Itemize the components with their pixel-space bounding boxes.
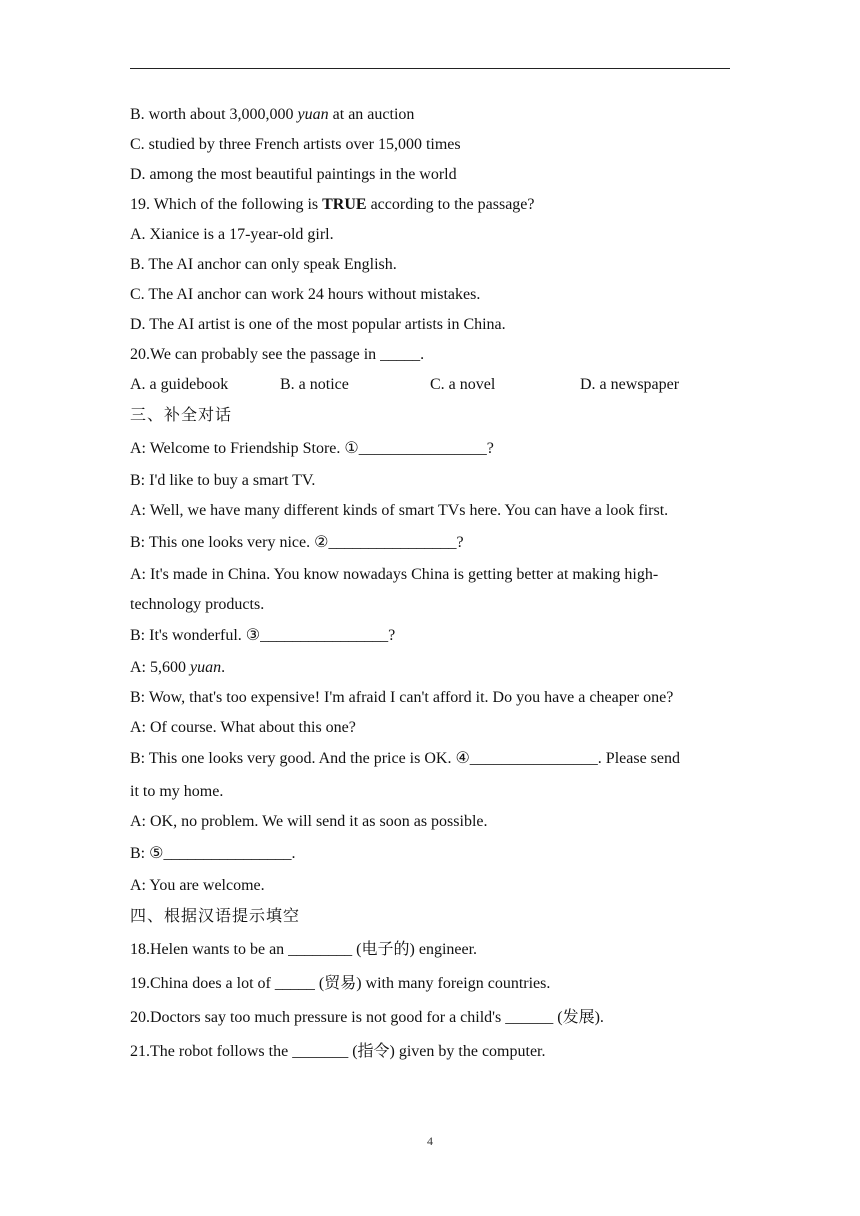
- q20-option-b: B. a notice: [280, 376, 349, 393]
- dialog-line-10b: it to my home.: [130, 783, 224, 800]
- dialog-line-3: A: Well, we have many different kinds of smart TVs here. You can have a look first.: [130, 502, 669, 519]
- fill-q20: 20.Doctors say too much pressure is not good for a child's ______ (发展).: [130, 1009, 604, 1026]
- page-number: 4: [427, 1134, 433, 1148]
- dialog-line-8: B: Wow, that's too expensive! I'm afraid I can't afford it. Do you have a cheaper one?: [130, 689, 674, 706]
- q18-option-b: B. worth about 3,000,000 yuan at an auction: [130, 106, 415, 123]
- q19-option-d: D. The AI artist is one of the most popular artists in China.: [130, 316, 506, 333]
- dialog-line-6: B: It's wonderful. ③________________?: [130, 627, 396, 644]
- q19-option-a: A. Xianice is a 17-year-old girl.: [130, 226, 334, 243]
- q20-option-c: C. a novel: [430, 376, 496, 393]
- q20-option-a: A. a guidebook: [130, 376, 229, 393]
- dialog-line-1: A: Welcome to Friendship Store. ①________________?: [130, 440, 494, 457]
- dialog-line-5b: technology products.: [130, 596, 265, 613]
- dialog-line-9: A: Of course. What about this one?: [130, 719, 356, 736]
- q20-stem: 20.We can probably see the passage in _____.: [130, 346, 425, 363]
- q19-stem: 19. Which of the following is TRUE according to the passage?: [130, 196, 535, 213]
- q19-option-b: B. The AI anchor can only speak English.: [130, 256, 397, 273]
- dialog-line-7: A: 5,600 yuan.: [130, 659, 226, 676]
- section3-title: 三、补全对话: [130, 405, 233, 424]
- q18-option-c: C. studied by three French artists over 15,000 times: [130, 136, 461, 153]
- fill-q21: 21.The robot follows the _______ (指令) given by the computer.: [130, 1043, 546, 1060]
- dialog-line-13: A: You are welcome.: [130, 877, 265, 894]
- dialog-line-10a: B: This one looks very good. And the price is OK. ④________________. Please send: [130, 750, 680, 767]
- dialog-line-2: B: I'd like to buy a smart TV.: [130, 472, 316, 489]
- section4-title: 四、根据汉语提示填空: [130, 906, 301, 925]
- q18-option-d: D. among the most beautiful paintings in the world: [130, 166, 457, 183]
- q19-option-c: C. The AI anchor can work 24 hours without mistakes.: [130, 286, 481, 303]
- fill-q19: 19.China does a lot of _____ (贸易) with many foreign countries.: [130, 975, 551, 992]
- dialog-line-5a: A: It's made in China. You know nowadays China is getting better at making high-: [130, 566, 659, 583]
- header-rule: [130, 68, 730, 69]
- fill-q18: 18.Helen wants to be an ________ (电子的) engineer.: [130, 941, 478, 958]
- dialog-line-4: B: This one looks very nice. ②________________?: [130, 534, 464, 551]
- dialog-line-12: B: ⑤________________.: [130, 845, 296, 862]
- dialog-line-11: A: OK, no problem. We will send it as soon as possible.: [130, 813, 488, 830]
- q20-option-d: D. a newspaper: [580, 376, 680, 393]
